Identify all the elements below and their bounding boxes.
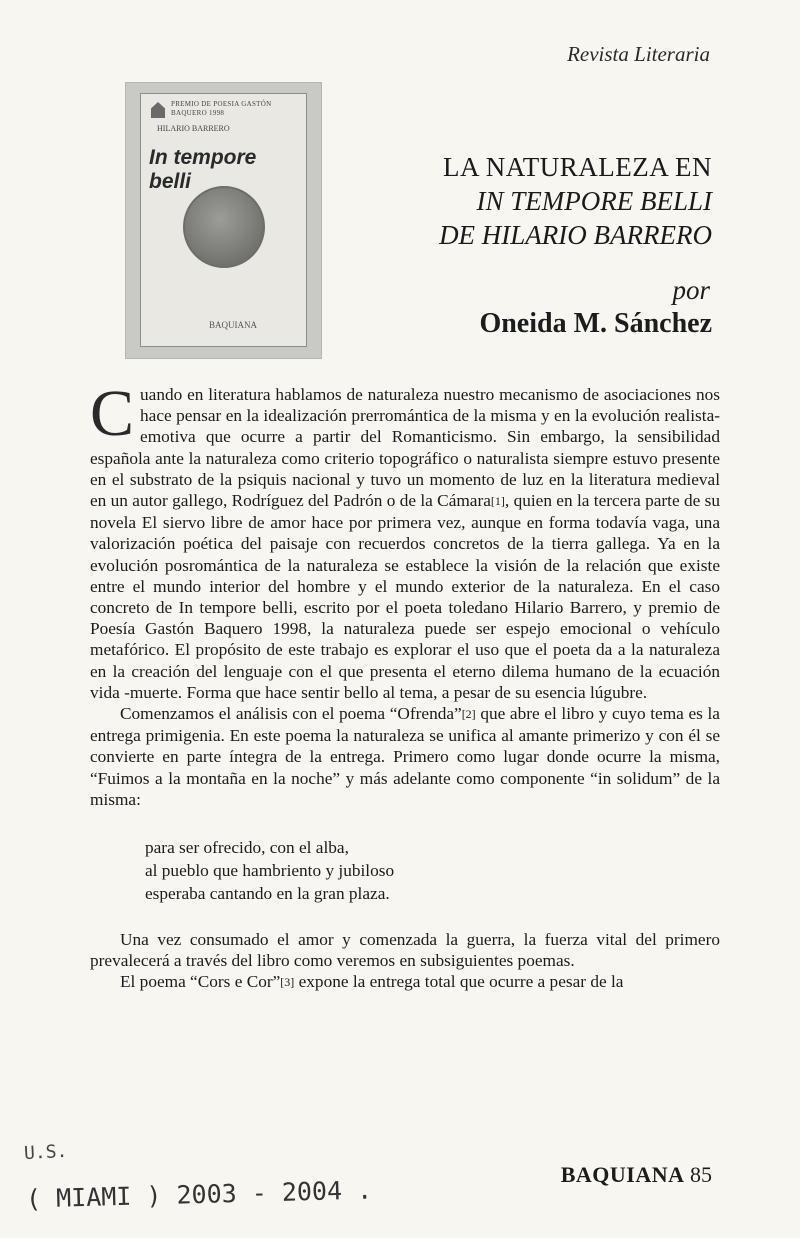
byline-author: Oneida M. Sánchez bbox=[479, 308, 712, 339]
handwritten-note: ( MIAMI ) 2003 - 2004 . bbox=[25, 1175, 373, 1214]
article-title bbox=[439, 150, 712, 252]
title-line-3: DE HILARIO BARRERO bbox=[439, 220, 712, 250]
handwritten-tag: U.S. bbox=[23, 1140, 68, 1165]
page-footer bbox=[561, 1162, 712, 1188]
byline-prefix: por bbox=[672, 275, 710, 305]
publisher-emblem-icon bbox=[151, 102, 165, 118]
poem-quote bbox=[145, 836, 720, 905]
paragraph-2 bbox=[90, 703, 720, 810]
title-line-2: IN TEMPORE BELLI bbox=[476, 186, 712, 216]
poem-line: al pueblo que hambriento y jubiloso bbox=[145, 861, 395, 881]
paragraph-4-text: El poema “Cors e Cor” bbox=[120, 972, 281, 992]
paragraph-1 bbox=[90, 377, 720, 703]
paragraph-2-text: Comenzamos el análisis con el poema “Ofrenda” bbox=[120, 704, 462, 724]
paragraph-4-text-cont: expone la entrega total que ocurre a pesar de la bbox=[294, 972, 624, 992]
cover-prize-text: PREMIO DE POESIA GASTÓN BAQUERO 1998 bbox=[171, 100, 272, 117]
paragraph-2-text-cont: que abre el libro y cuyo tema es la entrega primigenia. En este poema la naturaleza se unifica al amante primerizo y con él se convierte en parte íntegra de la entrega. Primero como lugar donde ocurre la misma, “Fuimos a la montaña en la noche” y más adelante como componente “in solidum” de la misma: bbox=[90, 704, 720, 809]
page-number: 85 bbox=[690, 1162, 712, 1187]
footnote-ref-3[interactable]: [3] bbox=[280, 975, 295, 990]
poem-line: esperaba cantando en la gran plaza. bbox=[145, 884, 390, 904]
cover-title: In tempore belli bbox=[149, 146, 257, 193]
book-cover-image bbox=[125, 82, 322, 359]
title-line-1: LA NATURALEZA EN bbox=[443, 152, 712, 182]
footnote-ref-1[interactable]: [1] bbox=[490, 494, 505, 509]
journal-name: BAQUIANA bbox=[560, 1162, 685, 1187]
paragraph-4 bbox=[90, 971, 720, 993]
drop-cap: C bbox=[90, 377, 135, 450]
paragraph-1-text: uando en literatura hablamos de naturaleza nuestro mecanismo de asociaciones nos hace pensar en la idealización prerromántica de la misma y en la evolución realista-emotiva que ocurre a partir del Romanticismo. Sin embargo, la sensibilidad española ante la naturaleza como criterio topográfico o naturalista siempre estuvo presente en el substrato de la psiquis nacional y tuvo un momento de luz en la literatura medieval en un autor gallego, Rodríguez del Padrón o de la Cámara bbox=[90, 385, 720, 511]
paragraph-3: Una vez consumado el amor y comenzada la guerra, la fuerza vital del primero prevalecerá a través del libro como veremos en subsiguientes poemas. bbox=[90, 930, 720, 971]
running-head: Revista Literaria bbox=[567, 42, 710, 66]
footnote-ref-2[interactable]: [2] bbox=[461, 707, 476, 722]
cover-author: HILARIO BARRERO bbox=[157, 124, 230, 133]
article-body bbox=[90, 377, 720, 994]
book-cover-inner bbox=[140, 93, 307, 347]
paragraph-1-text-cont: , quien en la tercera parte de su novela El siervo libre de amor hace por primera vez, aunque en forma todavía vaga, una valorización poética del paisaje con recuerdos concretos de la tierra gallega. Ya en la evolución posromántica de la naturaleza se establece la visión de la relación que existe entre el mundo interior del hombre y el mundo exterior de la naturaleza. En el caso concreto de In tempore belli, escrito por el poeta toledano Hilario Barrero, y premio de Poesía Gastón Baquero 1998, la naturaleza puede ser espejo emocional o vehículo metafórico. El propósito de este trabajo es explorar el uso que el poeta da a la naturaleza en la creación del lenguaje con el que presenta el eterno dilema humano de la ecuación vida -muerte. Forma que hace sentir bello al tema, a pesar de su esencia lúgubre. bbox=[90, 491, 720, 702]
cover-medallion-icon bbox=[183, 186, 265, 268]
cover-publisher: BAQUIANA bbox=[209, 320, 257, 330]
poem-line: para ser ofrecido, con el alba, bbox=[145, 838, 349, 858]
